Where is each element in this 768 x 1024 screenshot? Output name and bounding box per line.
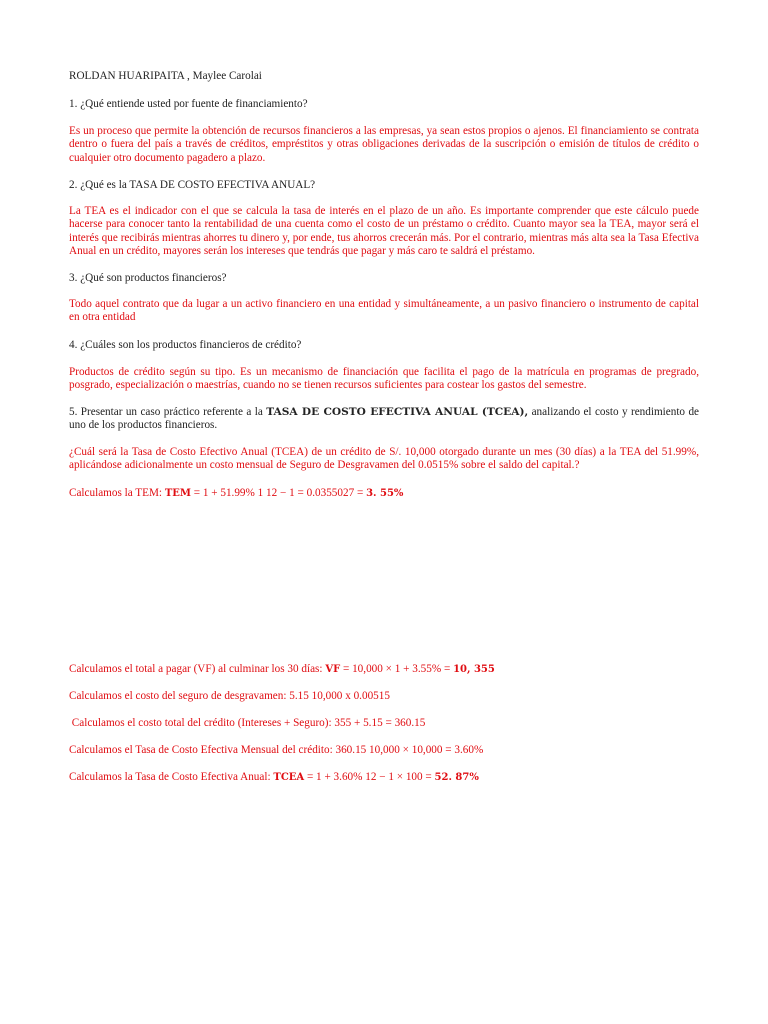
calc-vf-label: Calculamos el total a pagar (VF) al culminar los 30 días: [69,663,326,675]
calc-tcem: Calculamos el Tasa de Costo Efectiva Mensual del crédito: 360.15 10,000 × 10,000 = 3.60% [69,744,484,756]
question-5-prefix: 5. Presentar un caso práctico referente a la [69,406,267,418]
calc-tcea-label: Calculamos la Tasa de Costo Efectiva Anual: [69,771,274,783]
question-5-suffix: analizando el costo y rendimiento de uno de los productos financieros. [69,406,700,432]
calc-tem-expr: = 1 + 51.99% 1 12 − 1 = 0.0355027 = [190,487,367,499]
calc-seguro: Calculamos el costo del seguro de desgravamen: 5.15 10,000 x 0.00515 [69,690,390,702]
calc-vf-var: VF [325,664,341,675]
calc-tem-label: Calculamos la TEM: [69,487,165,499]
answer-2: La TEA es el indicador con el que se calcula la tasa de interés en el plazo de un año. Es importante comprender que este cálculo puede hacerse para conocer tanto la rentabilidad de una cuenta como el costo de un préstamo o crédito. Cuanto mayor sea la TEA, mayor será el interés que recibirás mientras ahorres tu dinero y, por ende, tus ahorros crecerán más. Por el contrario, mientras más alta sea la Tasa Efectiva Anual en un crédito, mayores serán los intereses que tendrás que pagar y más caro te saldrá el préstamo. [69,205,699,258]
answer-1: Es un proceso que permite la obtención de recursos financieros a las empresas, ya sean estos propios o ajenos. El financiamiento se contrata dentro o fuera del país a través de créditos, empréstitos y otras obligaciones derivadas de la suscripción o emisión de títulos de crédito o cualquier otro documento pagadero a plazo. [69,125,699,164]
calc-vf-result: 10, 355 [453,664,495,675]
calc-tcea-result: 52. 87% [434,772,479,783]
question-1: 1. ¿Qué entiende usted por fuente de financiamiento? [69,98,308,110]
question-3: 3. ¿Qué son productos financieros? [69,272,227,284]
question-2: 2. ¿Qué es la TASA DE COSTO EFECTIVA ANUAL? [69,179,316,191]
answer-3: Todo aquel contrato que da lugar a un activo financiero en una entidad y simultáneamente, a un pasivo financiero o instrumento de capital en otra entidad [69,298,699,324]
calc-vf-expr: = 10,000 × 1 + 3.55% = [340,663,454,675]
case-statement: ¿Cuál será la Tasa de Costo Efectivo Anual (TCEA) de un crédito de S/. 10,000 otorgado durante un mes (30 días) a la TEA del 51.99%, aplicándose adicionalmente un costo mensual de Seguro de Desgravamen del 0.0515% sobre el saldo del capital.? [69,446,699,472]
question-4: 4. ¿Cuáles son los productos financieros de crédito? [69,339,302,351]
calc-total: Calculamos el costo total del crédito (Intereses + Seguro): 355 + 5.15 = 360.15 [69,717,426,729]
calc-tem-result: 3. 55% [366,488,404,499]
calc-tcea-var: TCEA [273,772,305,783]
calc-tem-var: TEM [164,488,191,499]
calc-tcea-expr: = 1 + 3.60% 12 − 1 × 100 = [304,771,435,783]
calc-tem [69,487,699,500]
question-5-bold: TASA DE COSTO EFECTIVA ANUAL (TCEA), [266,406,529,418]
calc-tcea [69,771,699,784]
answer-4: Productos de crédito según su tipo. Es un mecanismo de financiación que facilita el pago de la matrícula en programas de pregrado, posgrado, especialización o maestrías, cuando no se tienen recursos suficientes para costear los gastos del semestre. [69,366,699,392]
calc-vf [69,663,699,676]
author-name: ROLDAN HUARIPAITA , Maylee Carolai [69,70,262,82]
question-5 [69,406,699,433]
